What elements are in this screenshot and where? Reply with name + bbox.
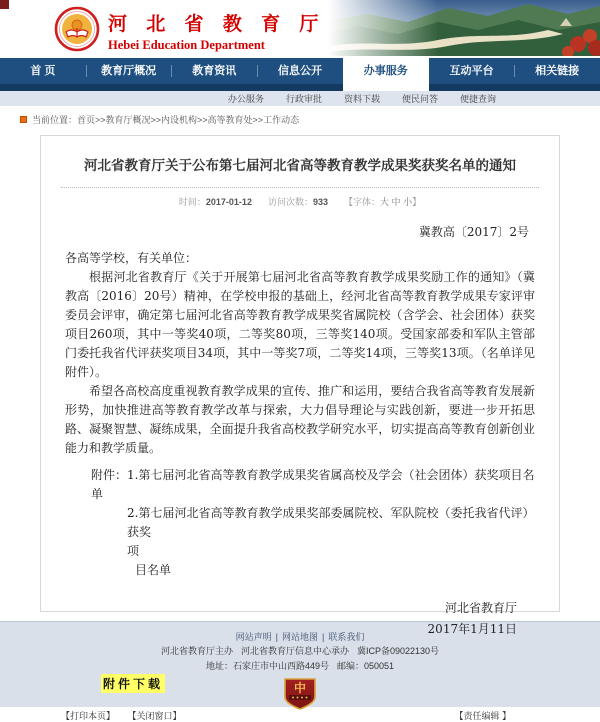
attachment-download-link[interactable]: 附件下载 xyxy=(101,674,165,693)
nav-item-home[interactable]: 首 页 xyxy=(30,65,56,77)
site-title xyxy=(108,9,325,53)
site-name-zh: 河 北 省 教 育 厅 xyxy=(108,14,326,35)
footer-icp-number[interactable]: 冀ICP备09022130号 xyxy=(356,646,440,656)
site-header xyxy=(0,0,600,58)
meta-time-value: 2017-01-12 xyxy=(205,197,252,207)
signature-block xyxy=(55,598,545,640)
attachments-label: 附件： xyxy=(91,468,128,482)
font-size-medium-button[interactable]: 中 xyxy=(391,197,401,207)
attachment-1-text: 1.第七届河北省高等教育教学成果奖省属高校及学会（社会团体）获奖项目名单 xyxy=(91,468,535,501)
subnav-item-quick-search[interactable]: 便捷查询 xyxy=(459,94,496,104)
footer-address: 地址：石家庄市中山西路449号 xyxy=(205,661,329,671)
salutation: 各高等学校，有关单位： xyxy=(65,251,198,265)
breadcrumb-path[interactable]: 首页>>教育厅概况>>内设机构>>高等教育处>>工作动态 xyxy=(77,115,300,125)
signer-name: 河北省教育厅 xyxy=(444,601,517,615)
attachment-1 xyxy=(91,466,535,504)
nav-item-about[interactable]: 教育厅概况 xyxy=(86,58,172,84)
breadcrumb-label: 当前位置： xyxy=(32,115,78,125)
sign-date: 2017年1月11日 xyxy=(427,622,517,636)
meta-font-suffix: 】 xyxy=(412,197,422,207)
svg-text:中: 中 xyxy=(293,681,307,695)
sub-navigation xyxy=(0,91,600,106)
hebei-education-logo-icon xyxy=(54,6,100,52)
attachment-2-line-3: 目名单 xyxy=(135,563,172,577)
meta-visits-value: 933 xyxy=(312,197,328,207)
corner-decoration xyxy=(0,0,9,9)
article-meta xyxy=(55,195,545,208)
nav-item-info-disclosure[interactable]: 信息公开 xyxy=(257,58,343,84)
footer-host: 河北省教育厅主办 xyxy=(160,646,233,656)
meta-visits-label: 访问次数： xyxy=(267,197,313,207)
attachment-2-line-1: 2.第七届河北省高等教育教学成果奖部委属院校、军队院校（委托我省代评）获奖 xyxy=(127,506,535,539)
breadcrumb-marker-icon xyxy=(20,116,27,123)
nav-item-interaction[interactable]: 互动平台 xyxy=(449,65,494,77)
nav-item-services-active[interactable]: 办事服务 xyxy=(343,58,429,91)
great-wall-banner-image xyxy=(328,0,600,56)
footer-link-sitemap[interactable]: 网站地图 xyxy=(281,632,318,642)
footer-link-statement[interactable]: 网站声明 xyxy=(235,632,272,642)
nav-item-news[interactable]: 教育资讯 xyxy=(171,58,257,84)
paragraph-2: 希望各高校高度重视教育教学成果的宣传、推广和运用，要结合我省高等教育发展新形势，加快推进高等教育教学改革与探索，大力倡导理论与实践创新，要进一步开拓思路、凝聚智慧、凝练成果，全面提升我省高校教学研究水平，切实提高高等教育创新创业能力和教学质量。 xyxy=(65,384,535,455)
footer-link-contact[interactable]: 联系我们 xyxy=(328,632,365,642)
subnav-item-downloads[interactable]: 资料下载 xyxy=(343,94,380,104)
site-name-en: Hebei Education Department xyxy=(108,38,265,52)
font-size-small-button[interactable]: 小 xyxy=(403,197,413,207)
nav-bottom-stripe xyxy=(0,84,600,91)
meta-font-prefix: 【字体： xyxy=(344,197,381,207)
subnav-item-admin-approval[interactable]: 行政审批 xyxy=(285,94,322,104)
attachments-list xyxy=(91,466,535,580)
footer-postcode: 邮编：050051 xyxy=(336,661,395,671)
print-page-button[interactable]: 【打印本页】 xyxy=(61,711,116,721)
document-number: 冀教高〔2017〕2号 xyxy=(418,225,529,239)
article-actions xyxy=(61,709,539,722)
attachment-2-line-2: 项 xyxy=(127,544,140,558)
responsible-editor-label: 【责任编辑 】 xyxy=(454,711,511,721)
footer-links: 网站声明 | 网站地图 | 联系我们 xyxy=(235,632,365,642)
subnav-item-qa[interactable]: 便民问答 xyxy=(401,94,438,104)
meta-time-label: 时间： xyxy=(178,197,206,207)
font-size-large-button[interactable]: 大 xyxy=(380,197,390,207)
paragraph-1: 根据河北省教育厅《关于开展第七届河北省高等教育教学成果奖励工作的通知》（冀教高〔2016〕20号）精神，在学校申报的基础上，经河北省高等教育教学成果专家评审委员会评审，确定第七届河北省高等教育教学成果奖省属院校（含学会、社会团体）获奖项目260项，其中一等奖40项，二等奖80项，三等奖140项。受国家部委和军队主管部门委托我省代评获奖项目34项，其中一等奖7项，二等奖14项，三等奖13项。（名单详见附件）。 xyxy=(65,270,535,379)
nav-item-links[interactable]: 相关链接 xyxy=(514,58,600,84)
title-divider xyxy=(61,187,539,188)
footer-undertake: 河北省教育厅信息中心承办 xyxy=(240,646,349,656)
article-title: 河北省教育厅关于公布第七届河北省高等教育教学成果奖获奖名单的通知 xyxy=(84,158,516,173)
close-window-button[interactable]: 【关闭窗口】 xyxy=(127,711,182,721)
breadcrumb xyxy=(20,113,600,126)
subnav-item-office-service[interactable]: 办公服务 xyxy=(227,94,264,104)
main-navigation xyxy=(0,58,600,84)
